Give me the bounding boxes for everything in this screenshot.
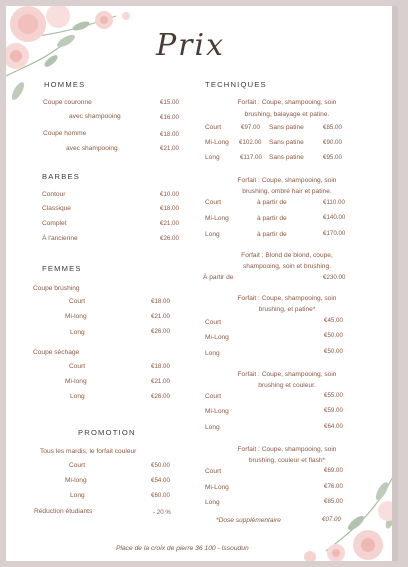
row-price: €10.00: [160, 191, 179, 198]
row-price-secondary: €95.00: [323, 154, 342, 161]
row-label: Mi-Long: [205, 215, 229, 222]
forfait-description: Forfait : Blond de blond, coupe,: [241, 252, 333, 259]
section-heading-techniques: TECHNIQUES: [205, 80, 267, 89]
row-label-secondary: Sans patine: [269, 139, 304, 146]
row-label: Mi-long: [65, 313, 87, 320]
row-price: €230.00: [323, 274, 346, 281]
row-price: €59.00: [324, 407, 343, 414]
row-price: €110.00: [323, 199, 345, 206]
row-price: €18.00: [151, 298, 170, 305]
row-price: €64.00: [324, 423, 343, 430]
row-label: Mi-Long: [205, 408, 229, 415]
floral-decoration-bottom-right: [286, 461, 398, 561]
promotion-subtitle: Tous les mardis, le forfait couleur: [40, 448, 137, 455]
row-price: €21.00: [151, 378, 170, 385]
row-label: Contour: [42, 191, 66, 198]
page-edge-shadow: [392, 6, 398, 561]
row-price: €15.00: [160, 99, 179, 106]
forfait-description: brushing, ombré hair et patine.: [242, 188, 332, 195]
section-heading-promotion: PROMOTION: [78, 428, 136, 437]
row-price: €50.00: [324, 332, 343, 339]
forfait-description: brushing, balayage et patine.: [244, 111, 330, 118]
row-label: Mi-Long: [205, 334, 229, 341]
row-price: €18.00: [160, 205, 179, 212]
section-heading-femmes: FEMMES: [42, 264, 82, 273]
row-label: Long: [205, 350, 220, 357]
row-price: €21.00: [160, 145, 179, 152]
row-label: Court: [69, 363, 86, 370]
row-label-secondary: Sans patine: [269, 154, 304, 161]
row-price: €50.00: [324, 348, 343, 355]
row-price: €18.00: [151, 363, 170, 370]
row-price-secondary: €90.00: [323, 139, 342, 146]
forfait-description: brushing, couleur et flash*: [248, 457, 326, 464]
row-price: €21.00: [160, 220, 179, 227]
forfait-description: Forfait : Coupe, shampooing, soin: [237, 99, 337, 106]
row-label: Court: [205, 393, 222, 400]
row-price: €26.00: [151, 328, 170, 335]
row-label: Coupe couronne: [43, 99, 92, 106]
row-label: Court: [205, 468, 222, 475]
row-label: Long: [205, 231, 220, 238]
forfait-description: Forfait : Coupe, shampooing, soin: [237, 371, 337, 378]
row-label: Mi-long: [65, 378, 87, 385]
row-price: €45.00: [324, 317, 343, 324]
student-discount-label: Réduction étudiants: [34, 508, 93, 515]
row-label: À l'ancienne: [42, 235, 78, 242]
forfait-description: Forfait : Coupe, shampooing, soin: [237, 446, 337, 453]
supplement-note-price: €07.00: [322, 516, 341, 523]
row-price: €16.00: [160, 114, 179, 121]
row-label: Complet: [42, 220, 67, 227]
row-label: À partir de: [203, 274, 234, 281]
row-label: Long: [205, 154, 220, 161]
forfait-description: brushing, et patine*: [258, 306, 316, 313]
row-label: Long: [70, 393, 85, 400]
price-list-page: [6, 6, 398, 561]
row-label: Long: [70, 492, 85, 499]
row-label: Long: [205, 499, 220, 506]
supplement-note-label: *Dose supplémentaire: [216, 517, 281, 524]
row-price: €85.00: [324, 498, 343, 505]
row-label: Court: [205, 124, 222, 131]
row-label: Long: [70, 329, 85, 336]
section-heading-barbes: BARBES: [42, 172, 81, 181]
subsection-label: Coupe brushing: [33, 285, 80, 292]
row-label: Classique: [42, 205, 71, 212]
row-label: Court: [69, 298, 86, 305]
row-label: Court: [205, 319, 222, 326]
row-label: Long: [205, 424, 220, 431]
row-price: €54.00: [151, 477, 170, 484]
row-price: €102.00: [239, 139, 262, 146]
row-label: Mi-Long: [205, 139, 229, 146]
row-label: Court: [205, 199, 222, 206]
row-price: €69.00: [324, 467, 343, 474]
row-price: €55.00: [324, 392, 343, 399]
page-title: Prix: [156, 28, 226, 63]
row-qualifier: à partir de: [257, 231, 287, 238]
row-price: €50.00: [151, 462, 170, 469]
row-price: €76.00: [324, 483, 343, 490]
forfait-description: shampooing, soin et brushing.: [243, 263, 331, 270]
row-label-secondary: Sans patine: [269, 124, 304, 131]
row-label: avec shampooing: [66, 145, 118, 152]
subsection-label: Coupe séchage: [33, 349, 80, 356]
row-price: €140.00: [323, 214, 346, 221]
row-price: €97.00: [241, 124, 260, 131]
row-label: Court: [69, 462, 86, 469]
student-discount-value: - 20 %: [153, 509, 171, 516]
row-label: Mi-long: [65, 477, 87, 484]
row-price: €18.00: [160, 131, 179, 138]
row-label: Mi-Long: [205, 484, 229, 491]
address-footer: Place de la croix de pierre 36 100 - Issoudun: [116, 545, 249, 552]
row-qualifier: à partir de: [257, 215, 287, 222]
row-label: avec shampooing: [69, 113, 121, 120]
row-label: Coupe homme: [43, 130, 87, 137]
forfait-description: Forfait : Coupe, shampooing, soin: [237, 295, 337, 302]
row-price: €117.00: [240, 154, 262, 161]
row-price: €26.00: [151, 393, 170, 400]
row-price: €170.00: [323, 230, 346, 237]
section-heading-hommes: HOMMES: [44, 80, 86, 89]
row-price: €21.00: [151, 313, 170, 320]
floral-decoration-top-left: [6, 6, 146, 106]
forfait-description: brushing et couleur.: [258, 382, 316, 389]
row-qualifier: à partir de: [257, 199, 287, 206]
forfait-description: Forfait : Coupe, shampooing, soin: [237, 177, 337, 184]
row-price: €26.00: [160, 235, 179, 242]
row-price-secondary: €85.00: [323, 124, 342, 131]
row-price: €60.00: [151, 492, 170, 499]
